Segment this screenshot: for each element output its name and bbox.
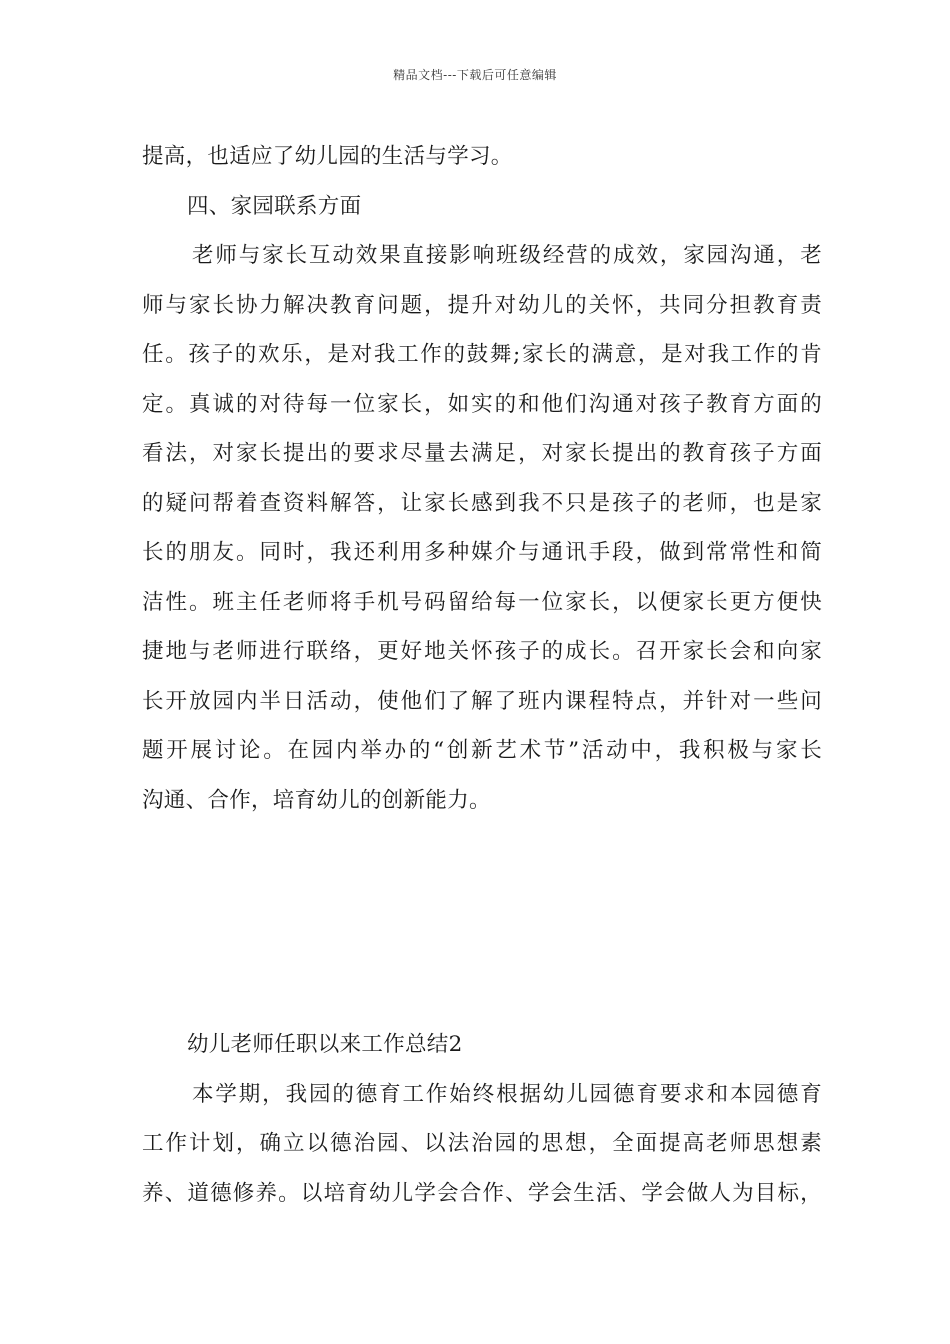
paragraph-line: 长开放园内半日活动，使他们了解了班内课程特点，并针对一些问 (142, 688, 822, 714)
paragraph-line: 老师与家长互动效果直接影响班级经营的成效，家园沟通，老 (192, 243, 822, 268)
section-family-contact (142, 132, 822, 825)
paragraph-line-last: 沟通、合作，培育幼儿的创新能力。 (142, 787, 491, 813)
paragraph-line: 本学期，我园的德育工作始终根据幼儿园德育要求和本园德育 (192, 1081, 822, 1107)
paragraph-line: 工作计划，确立以德治园、以法治园的思想，全面提高老师思想素 (142, 1131, 822, 1156)
paragraph-line: 看法，对家长提出的要求尽量去满足，对家长提出的教育孩子方面 (142, 441, 822, 466)
section-heading: 四、家园联系方面 (187, 193, 362, 219)
paragraph-line: 任。孩子的欢乐，是对我工作的鼓舞;家长的满意，是对我工作的肯 (142, 342, 822, 367)
paragraph-line: 长的朋友。同时，我还利用多种媒介与通讯手段，做到常常性和简 (142, 540, 822, 565)
paragraph-line: 定。真诚的对待每一位家长，如实的和他们沟通对孩子教育方面的 (142, 391, 822, 417)
paragraph-line: 捷地与老师进行联络，更好地关怀孩子的成长。召开家长会和向家 (142, 639, 822, 664)
carry-over-line: 提高，也适应了幼儿园的生活与学习。 (142, 144, 513, 169)
paragraph-line: 洁性。班主任老师将手机号码留给每一位家长，以便家长更方便快 (142, 589, 822, 615)
section-summary-2 (142, 1020, 822, 1218)
document-title: 幼儿老师任职以来工作总结2 (187, 1032, 463, 1057)
paragraph-line: 的疑问帮着查资料解答，让家长感到我不只是孩子的老师，也是家 (142, 490, 822, 516)
page-header: 精品文档---下载后可任意编辑 (393, 68, 557, 82)
paragraph-line: 养、道德修养。以培育幼儿学会合作、学会生活、学会做人为目标， (142, 1180, 822, 1206)
paragraph-line: 师与家长协力解决教育问题，提升对幼儿的关怀，共同分担教育责 (142, 292, 822, 318)
paragraph-line: 题开展讨论。在园内举办的“创新艺术节”活动中，我积极与家长 (142, 738, 822, 763)
